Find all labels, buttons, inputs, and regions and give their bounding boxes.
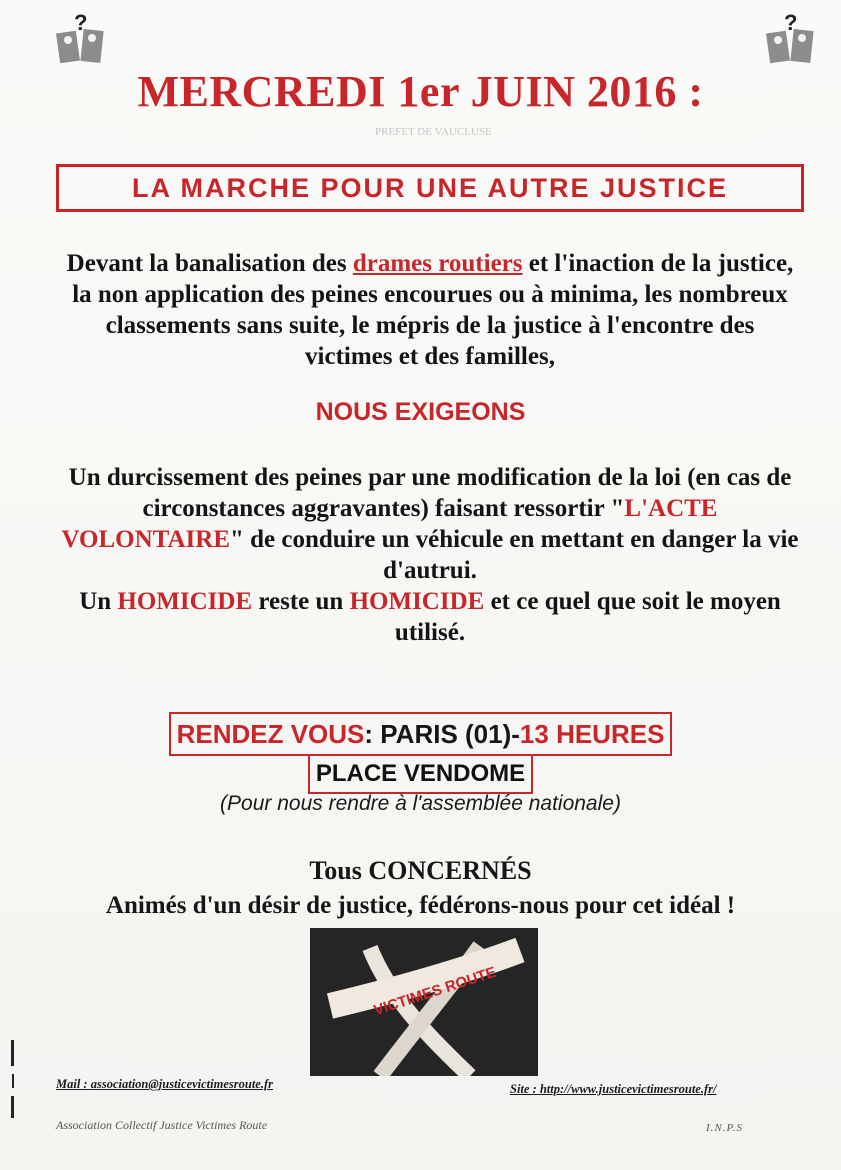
concernes-line: Tous CONCERNÉS <box>309 856 532 885</box>
intro-paragraph <box>60 248 800 372</box>
intro-text-end: et l'inaction de la justice, la non application des peines encourues ou à minima, les nombreux classements sans suite, le mépris de la justice à l'encontre des victimes et des familles, <box>72 250 794 370</box>
demand-text-start: Un durcissement des peines par une modification de la loi (en cas de circonstances aggravantes) faisant ressortir " <box>68 464 792 522</box>
intro-text-start: Devant la banalisation des <box>66 250 353 277</box>
rendezvous-row <box>0 712 841 756</box>
rendezvous-location: : PARIS (01)- <box>364 718 520 749</box>
mail-address[interactable]: association@justicevictimesroute.fr <box>90 1077 274 1091</box>
assemblee-note: (Pour nous rendre à l'assemblée nationale) <box>220 792 621 815</box>
homicide-line-start: Un <box>79 588 118 615</box>
footer-mail[interactable] <box>56 1077 273 1092</box>
date-title: MERCREDI 1er JUIN 2016 : <box>137 67 704 116</box>
intro-highlight: drames routiers <box>352 250 523 277</box>
demand-text-end: " de conduire un véhicule en mettant en danger la vie d'autrui. <box>230 526 799 584</box>
ghost-prefet-text: PREFET DE VAUCLUSE <box>375 126 492 138</box>
march-title: LA MARCHE POUR UNE AUTRE JUSTICE <box>131 172 729 203</box>
question-people-icon <box>764 10 822 68</box>
ribbon-text: VICTIMES ROUTE <box>371 963 499 1020</box>
demand-heading: NOUS EXIGEONS <box>315 398 526 426</box>
rendezvous-time: 13 HEURES <box>519 718 665 749</box>
mail-label: Mail : <box>56 1077 91 1091</box>
svg-text:?: ? <box>74 10 88 35</box>
footer-association: Association Collectif Justice Victimes Route <box>56 1118 268 1132</box>
footer-site[interactable] <box>510 1082 716 1097</box>
scan-artifact-icon <box>8 1040 22 1120</box>
place-box <box>308 754 533 794</box>
homicide-line-end: et ce quel que soit le moyen utilisé. <box>394 588 781 646</box>
march-title-box <box>56 164 804 212</box>
question-people-icon <box>54 10 112 68</box>
site-url[interactable]: http://www.justicevictimesroute.fr/ <box>539 1082 717 1096</box>
homicide-line-mid: reste un <box>252 588 350 615</box>
victimes-ribbon-photo <box>310 928 538 1076</box>
site-label: Site : <box>510 1082 540 1096</box>
rendezvous-box <box>169 712 673 756</box>
footer-code: I.N.P.S <box>706 1122 744 1134</box>
animes-line: Animés d'un désir de justice, fédérons-nous pour cet idéal ! <box>105 892 736 919</box>
svg-text:?: ? <box>784 10 798 35</box>
demand-paragraph <box>60 462 800 648</box>
rendezvous-label: RENDEZ VOUS <box>176 718 365 749</box>
place-row <box>0 754 841 794</box>
homicide-word-1: HOMICIDE <box>117 588 253 615</box>
place-name: PLACE VENDOME <box>315 760 526 787</box>
homicide-word-2: HOMICIDE <box>349 588 485 615</box>
acte-volontaire: L'ACTE VOLONTAIRE <box>61 495 718 553</box>
